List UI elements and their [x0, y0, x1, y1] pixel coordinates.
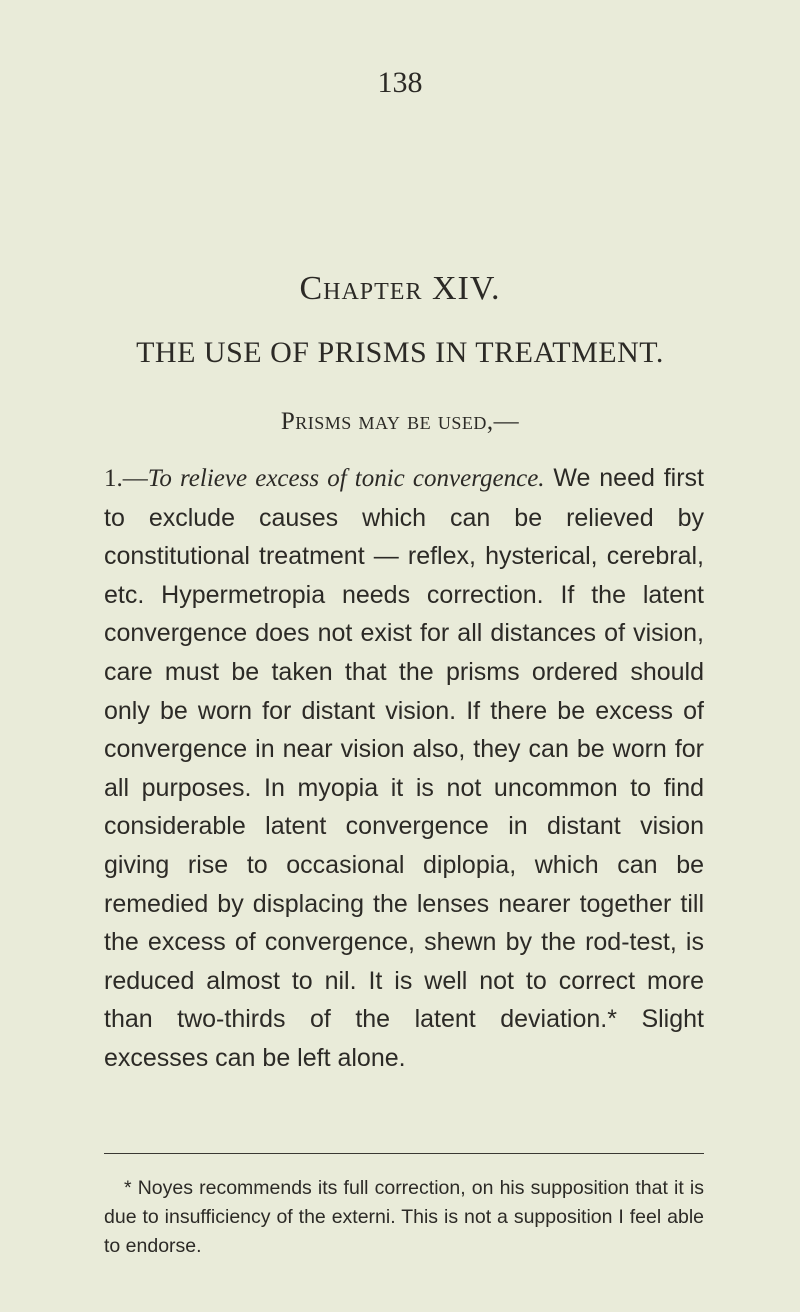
page-number: 138 — [377, 66, 423, 99]
chapter-heading: Chapter XIV. — [299, 270, 501, 307]
footnote-divider — [104, 1153, 704, 1154]
paragraph-number: 1.— — [104, 465, 148, 492]
footnote: * Noyes recommends its full correction, on his supposition that it is due to insufficiency of the externi. This is not a supposition I feel able to endorse. — [104, 1177, 704, 1257]
paragraph-heading: To relieve excess of tonic convergence. — [147, 465, 545, 492]
section-subheading: Prisms may be used,— — [280, 408, 520, 435]
chapter-title: THE USE OF PRISMS IN TREATMENT. — [136, 336, 664, 369]
body-paragraph — [104, 459, 704, 1078]
paragraph-text: We need first to exclude causes which can be relieved by constitutional treatment — reflex, hysterical, cerebral, etc. Hypermetropia needs correction. If the latent convergence does not exist for all distances of vision, care must be taken that the prisms ordered should only be worn for distant vision. If there be excess of convergence in near vision also, they can be worn for all purposes. In myopia it is not uncommon to find considerable latent convergence in distant vision giving rise to occasional diplopia, which can be remedied by displacing the lenses nearer together till the excess of convergence, shewn by the rod-test, is reduced almost to nil. It is well not to correct more than two-thirds of the latent deviation.* Slight excesses can be left alone. — [104, 464, 704, 1072]
